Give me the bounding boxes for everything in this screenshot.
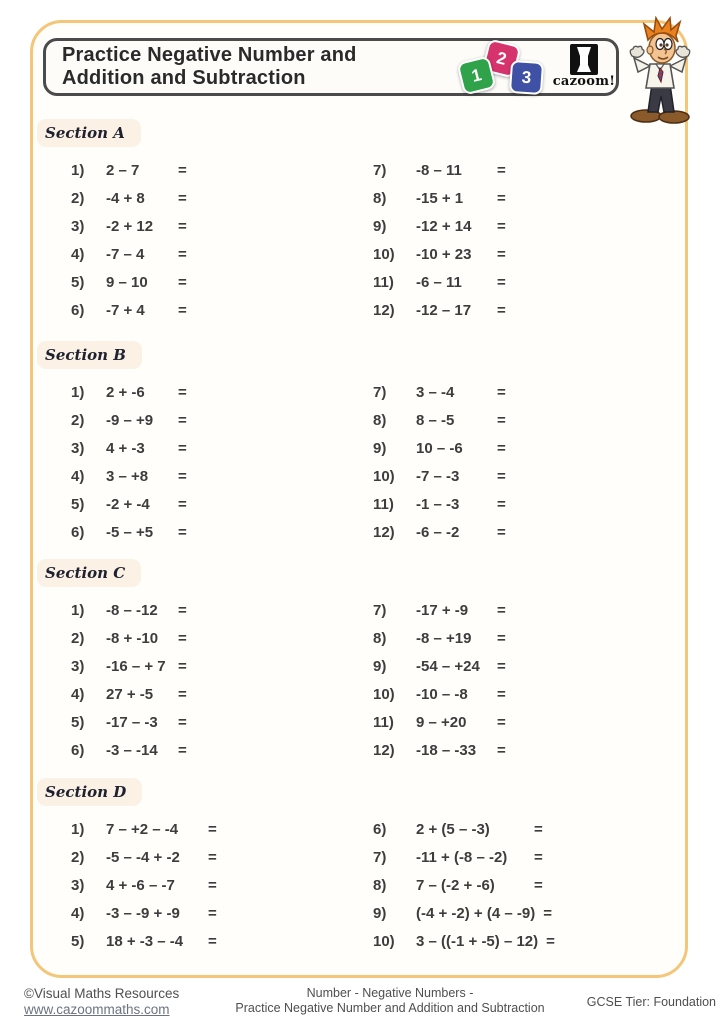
section-label: Section D — [37, 778, 142, 806]
problem-number: 8) — [373, 189, 387, 207]
problem-expression: -12 + 14 — [416, 217, 472, 235]
problem-number: 7) — [373, 601, 387, 619]
problem-number: 9) — [373, 904, 387, 922]
problem-row — [373, 268, 685, 296]
problem-expression: 3 – +8 — [106, 467, 149, 485]
problem-expression: -6 – 11 — [416, 273, 462, 291]
title-box — [43, 38, 619, 96]
problem-number: 6) — [71, 523, 85, 541]
problem-expression: -10 + 23 — [416, 245, 472, 263]
problem-number: 4) — [71, 685, 85, 703]
problem-number: 9) — [373, 657, 387, 675]
problem-number: 8) — [373, 629, 387, 647]
copyright-text: ©Visual Maths Resources — [24, 986, 180, 1001]
section-b — [33, 341, 685, 546]
problem-number: 6) — [373, 820, 387, 838]
problem-row — [373, 815, 685, 843]
mascot-illustration — [616, 16, 706, 124]
problem-expression: 4 + -3 — [106, 439, 145, 457]
problem-expression: -8 – -12 — [106, 601, 158, 619]
problem-row — [71, 462, 365, 490]
problem-expression: 9 – 10 — [106, 273, 148, 291]
problem-expression: 7 – (-2 + -6) — [416, 876, 495, 894]
problem-row — [71, 434, 365, 462]
problem-expression: -10 – -8 — [416, 685, 468, 703]
equals-sign: = — [178, 629, 187, 647]
problem-row — [373, 462, 685, 490]
problem-column — [33, 596, 365, 764]
equals-sign: = — [178, 685, 187, 703]
equals-sign: = — [497, 301, 506, 319]
worksheet-sheet — [30, 20, 688, 978]
problem-row — [71, 406, 365, 434]
equals-sign: = — [497, 741, 506, 759]
equals-sign: = — [178, 301, 187, 319]
section-columns — [33, 156, 685, 324]
problem-row — [373, 596, 685, 624]
problem-number: 5) — [71, 495, 85, 513]
equals-sign: = — [178, 523, 187, 541]
equals-sign: = — [178, 383, 187, 401]
problem-row — [71, 156, 365, 184]
problem-expression: -17 – -3 — [106, 713, 158, 731]
section-label: Section C — [37, 559, 141, 587]
problem-expression: 3 – ((-1 + -5) – 12) — [416, 932, 539, 950]
page-title-line2: Addition and Subtraction — [62, 67, 306, 89]
problem-row — [373, 406, 685, 434]
equals-sign: = — [497, 467, 506, 485]
equals-sign: = — [178, 713, 187, 731]
problem-number: 7) — [373, 383, 387, 401]
problem-number: 1) — [71, 601, 85, 619]
problem-expression: -17 + -9 — [416, 601, 469, 619]
equals-sign: = — [178, 657, 187, 675]
problem-row — [71, 843, 365, 871]
problem-expression: 3 – -4 — [416, 383, 455, 401]
problem-row — [373, 899, 685, 927]
problem-column — [365, 156, 685, 324]
problem-expression: -8 – +19 — [416, 629, 472, 647]
equals-sign: = — [497, 685, 506, 703]
section-c — [33, 559, 685, 764]
problem-row — [373, 708, 685, 736]
problem-expression: -54 – +24 — [416, 657, 480, 675]
equals-sign: = — [208, 932, 217, 950]
section-columns — [33, 815, 685, 955]
problem-column — [33, 156, 365, 324]
problem-number: 10) — [373, 245, 395, 263]
goblet-icon — [570, 44, 598, 75]
brand-text: cazoom! — [552, 74, 616, 89]
problem-number: 8) — [373, 876, 387, 894]
problem-number: 12) — [373, 741, 395, 759]
problem-row — [71, 490, 365, 518]
section-columns — [33, 596, 685, 764]
problem-number: 7) — [373, 161, 387, 179]
problem-number: 10) — [373, 685, 395, 703]
equals-sign: = — [178, 467, 187, 485]
problem-expression: 7 – +2 – -4 — [106, 820, 179, 838]
footer-topic-line1: Number - Negative Numbers - — [306, 986, 474, 1000]
problem-row — [373, 212, 685, 240]
problem-row — [71, 518, 365, 546]
equals-sign: = — [497, 189, 506, 207]
problem-expression: -8 + -10 — [106, 629, 159, 647]
problem-expression: -12 – 17 — [416, 301, 472, 319]
problem-row — [373, 156, 685, 184]
problem-column — [365, 378, 685, 546]
problem-expression: -7 – 4 — [106, 245, 145, 263]
problem-expression: -9 – +9 — [106, 411, 154, 429]
logo-badges — [460, 45, 556, 93]
equals-sign: = — [546, 932, 555, 950]
problem-number: 1) — [71, 820, 85, 838]
problem-expression: -7 + 4 — [106, 301, 145, 319]
problem-expression: -4 + 8 — [106, 189, 145, 207]
problem-number: 3) — [71, 217, 85, 235]
problem-row — [71, 212, 365, 240]
problem-number: 2) — [71, 411, 85, 429]
section-columns — [33, 378, 685, 546]
equals-sign: = — [208, 848, 217, 866]
problem-row — [373, 624, 685, 652]
equals-sign: = — [497, 629, 506, 647]
website-link[interactable]: www.cazoommaths.com — [24, 1002, 170, 1017]
equals-sign: = — [208, 876, 217, 894]
equals-sign: = — [497, 273, 506, 291]
problem-number: 11) — [373, 713, 394, 731]
problem-expression: 2 – 7 — [106, 161, 140, 179]
equals-sign: = — [178, 411, 187, 429]
problem-expression: -16 – + 7 — [106, 657, 166, 675]
equals-sign: = — [497, 383, 506, 401]
section-d — [33, 778, 685, 955]
equals-sign: = — [497, 245, 506, 263]
problem-expression: -3 – -14 — [106, 741, 158, 759]
problem-row — [373, 680, 685, 708]
problem-row — [373, 736, 685, 764]
problem-number: 2) — [71, 629, 85, 647]
problem-expression: -2 + 12 — [106, 217, 154, 235]
footer-center — [234, 986, 546, 1018]
problem-number: 4) — [71, 245, 85, 263]
problem-row — [71, 899, 365, 927]
problem-number: 2) — [71, 189, 85, 207]
problem-number: 4) — [71, 904, 85, 922]
problem-expression: -11 + (-8 – -2) — [416, 848, 508, 866]
problem-row — [71, 184, 365, 212]
equals-sign: = — [178, 273, 187, 291]
problem-expression: -6 – -2 — [416, 523, 460, 541]
problem-number: 3) — [71, 657, 85, 675]
problem-row — [373, 652, 685, 680]
problem-column — [33, 378, 365, 546]
problem-number: 6) — [71, 301, 85, 319]
badge-1: 1 — [456, 55, 496, 95]
footer-topic-line2: Practice Negative Number and Addition and Subtraction — [235, 1001, 545, 1015]
equals-sign: = — [208, 904, 217, 922]
tier-label: GCSE Tier: Foundation — [586, 995, 716, 1009]
problem-column — [365, 815, 685, 955]
problem-expression: -3 – -9 + -9 — [106, 904, 180, 922]
badge-3: 3 — [509, 60, 544, 95]
cazoom-logo — [552, 44, 616, 89]
section-label: Section B — [37, 341, 142, 369]
problem-expression: -8 – 11 — [416, 161, 462, 179]
problem-row — [373, 927, 685, 955]
problem-number: 10) — [373, 467, 395, 485]
section-a — [33, 119, 685, 324]
equals-sign: = — [208, 820, 217, 838]
problem-expression: -2 + -4 — [106, 495, 150, 513]
problem-number: 12) — [373, 523, 395, 541]
problem-expression: 2 + -6 — [106, 383, 145, 401]
problem-column — [33, 815, 365, 955]
equals-sign: = — [497, 523, 506, 541]
problem-number: 5) — [71, 713, 85, 731]
problem-number: 11) — [373, 273, 394, 291]
problem-row — [71, 240, 365, 268]
problem-number: 5) — [71, 273, 85, 291]
problem-number: 11) — [373, 495, 394, 513]
problem-row — [373, 296, 685, 324]
problem-row — [71, 378, 365, 406]
problem-row — [373, 871, 685, 899]
problem-number: 7) — [373, 848, 387, 866]
problem-number: 10) — [373, 932, 395, 950]
problem-expression: 9 – +20 — [416, 713, 467, 731]
problem-expression: 4 + -6 – -7 — [106, 876, 175, 894]
problem-expression: 10 – -6 — [416, 439, 463, 457]
badge-2: 2 — [481, 38, 521, 78]
problem-number: 9) — [373, 217, 387, 235]
equals-sign: = — [178, 495, 187, 513]
problem-row — [71, 871, 365, 899]
equals-sign: = — [497, 161, 506, 179]
equals-sign: = — [497, 439, 506, 457]
problem-number: 3) — [71, 876, 85, 894]
equals-sign: = — [178, 217, 187, 235]
problem-row — [71, 296, 365, 324]
problem-column — [365, 596, 685, 764]
problem-row — [71, 652, 365, 680]
page-title — [62, 44, 357, 90]
problem-number: 1) — [71, 383, 85, 401]
equals-sign: = — [497, 713, 506, 731]
equals-sign: = — [178, 601, 187, 619]
problem-row — [373, 434, 685, 462]
problem-number: 12) — [373, 301, 395, 319]
problem-row — [71, 927, 365, 955]
equals-sign: = — [497, 495, 506, 513]
footer-left — [24, 986, 234, 1018]
equals-sign: = — [178, 245, 187, 263]
page-title-line1: Practice Negative Number and — [62, 44, 357, 66]
problem-row — [373, 490, 685, 518]
problem-number: 6) — [71, 741, 85, 759]
equals-sign: = — [178, 189, 187, 207]
problem-expression: -1 – -3 — [416, 495, 460, 513]
problem-row — [373, 518, 685, 546]
problem-row — [71, 596, 365, 624]
equals-sign: = — [178, 439, 187, 457]
problem-number: 9) — [373, 439, 387, 457]
problem-expression: -18 – -33 — [416, 741, 477, 759]
problem-row — [71, 268, 365, 296]
problem-row — [71, 680, 365, 708]
problem-number: 8) — [373, 411, 387, 429]
equals-sign: = — [534, 876, 543, 894]
problem-expression: -5 – -4 + -2 — [106, 848, 180, 866]
problem-number: 3) — [71, 439, 85, 457]
page-footer — [24, 986, 716, 1018]
problem-row — [373, 240, 685, 268]
problem-number: 5) — [71, 932, 85, 950]
section-label: Section A — [37, 119, 141, 147]
problem-expression: -5 – +5 — [106, 523, 154, 541]
equals-sign: = — [534, 820, 543, 838]
problem-row — [373, 184, 685, 212]
equals-sign: = — [497, 217, 506, 235]
problem-row — [71, 624, 365, 652]
problem-number: 4) — [71, 467, 85, 485]
equals-sign: = — [497, 411, 506, 429]
problem-expression: 18 + -3 – -4 — [106, 932, 184, 950]
problem-expression: 27 + -5 — [106, 685, 154, 703]
problem-expression: -7 – -3 — [416, 467, 460, 485]
problem-row — [373, 378, 685, 406]
problem-row — [71, 736, 365, 764]
problem-number: 2) — [71, 848, 85, 866]
problem-row — [373, 843, 685, 871]
equals-sign: = — [543, 904, 552, 922]
equals-sign: = — [178, 161, 187, 179]
problem-expression: 8 – -5 — [416, 411, 455, 429]
problem-expression: (-4 + -2) + (4 – -9) — [416, 904, 536, 922]
problem-expression: -15 + 1 — [416, 189, 464, 207]
problem-row — [71, 708, 365, 736]
problem-row — [71, 815, 365, 843]
problem-expression: 2 + (5 – -3) — [416, 820, 490, 838]
equals-sign: = — [534, 848, 543, 866]
equals-sign: = — [178, 741, 187, 759]
problem-number: 1) — [71, 161, 85, 179]
equals-sign: = — [497, 601, 506, 619]
equals-sign: = — [497, 657, 506, 675]
